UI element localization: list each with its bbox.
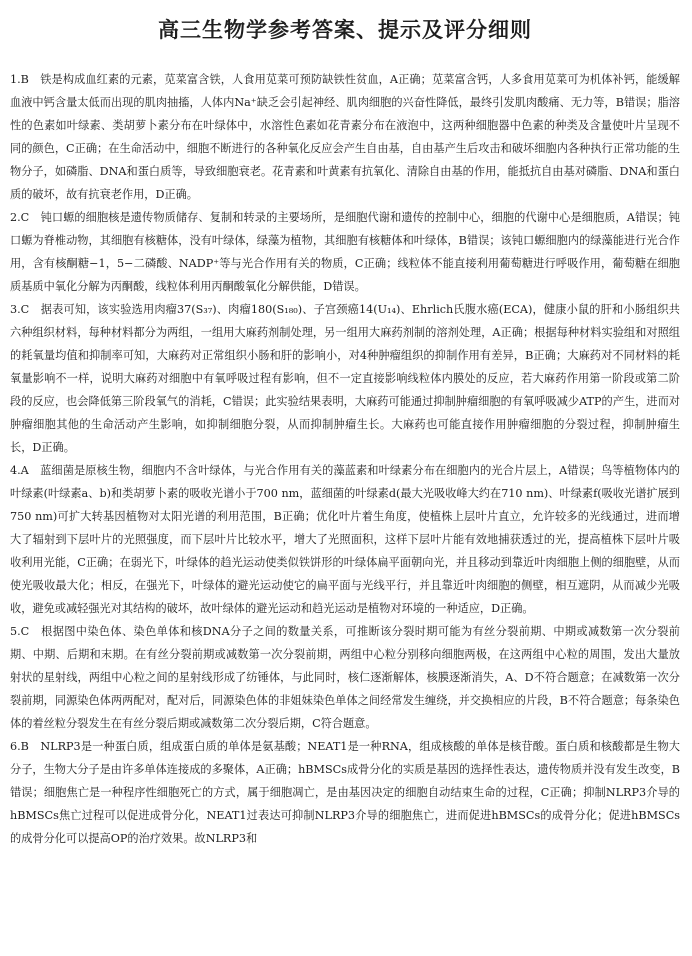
answer-item-6: 6.B NLRP3是一种蛋白质，组成蛋白质的单体是氨基酸；NEAT1是一种RNA，组成核酸的单体是核苷酸。蛋白质和核酸都是生物大分子，生物大分子是由许多单体连接成的多聚体，A正确；hBMSCs成骨分化的实质是基因的选择性表达，遗传物质并没有发生改变，B错误；细胞焦亡是一种程序性细胞死亡的方式，属于细胞凋亡，是由基因决定的细胞自动结束生命的过程，C正确；抑制NLRP3介导的hBMSCs焦亡过程可以促进成骨分化，NEAT1过表达可抑制NLRP3介导的细胞焦亡，进而促进hBMSCs的成骨分化；促进hBMSCs的成骨分化可以提高OP的治疗效果。故NLRP3和 xyxy=(10,740,680,845)
answer-item-3: 3.C 据表可知，该实验选用肉瘤37(S₃₇)、肉瘤180(S₁₈₀)、子宫颈癌14(U₁₄)、Ehrlich氏腹水癌(ECA)，健康小鼠的肝和小肠组织共六种组织材料，每种材料都分为两组，一组用大麻药剂制处理，另一组用大麻药剂制的溶剂处理，A正确；根据每种材料实验组和对照组的耗氧量均值和抑制率可知，大麻药对正常组织小肠和肝的影响小，对4种肿瘤组织的抑制作用有差异，B正确；大麻药对不同材料的耗氧量影响不一样，说明大麻药对细胞中有氧呼吸过程有影响，但不一定直接影响线粒体内膜处的反应，若大麻药作用第一阶段或第二阶段的反应，也会降低第三阶段氧气的消耗，C错误；此实验结果表明，大麻药可能通过抑制肿瘤细胞的有氧呼吸减少ATP的产生，进而对肿瘤细胞其他的生命活动产生影响，如抑制细胞分裂，从而抑制肿瘤生长。大麻药也可能直接作用肿瘤细胞的分裂过程，抑制肿瘤生长，D正确。 xyxy=(10,303,680,454)
document-title: 高三生物学参考答案、提示及评分细则 xyxy=(158,17,532,42)
answer-item-2: 2.C 钝口螈的细胞核是遗传物质储存、复制和转录的主要场所，是细胞代谢和遗传的控制中心，细胞的代谢中心是细胞质，A错误；钝口螈为脊椎动物，其细胞有核糖体，没有叶绿体，绿藻为植物，其细胞有核糖体和叶绿体，B错误；该钝口螈细胞内的绿藻能进行光合作用，含有核酮糖−1，5−二磷酸、NADP⁺等与光合作用有关的物质，C正确；线粒体不能直接利用葡萄糖进行呼吸作用，葡萄糖在细胞质基质中氧化分解为丙酮酸，线粒体利用丙酮酸氧化分解供能，D错误。 xyxy=(10,211,680,293)
answer-item-4: 4.A 蓝细菌是原核生物，细胞内不含叶绿体，与光合作用有关的藻蓝素和叶绿素分布在细胞内的光合片层上，A错误；鸟等植物体内的叶绿素(叶绿素a、b)和类胡萝卜素的吸收光谱小于700 nm，蓝细菌的叶绿素d(最大光吸收峰大约在710 nm)、叶绿素f(吸收光谱扩展到750 nm)可扩大转基因植物对太阳光谱的利用范围，B正确；优化叶片着生角度，使植株上层叶片直立，允许较多的光线通过，进而增大了辐射到下层叶片的光照强度，而下层叶片比较水平，增大了光照面积，这样下层叶片能有效地捕获透过的光，提高植株下层叶片吸收利用光能，C正确；在弱光下，叶绿体的趋光运动使类似铁饼形的叶绿体扁平面朝向光，并且移动到靠近叶肉细胞上侧的细胞壁，从而使光吸收最大化；相反，在强光下，叶绿体的避光运动使它的扁平面与光线平行，并且靠近叶肉细胞的侧壁，相互遮阴，从而减少光吸收，避免或减轻强光对其结构的破坏，故叶绿体的避光运动和趋光运动是植物对环境的一种适应，D正确。 xyxy=(10,464,680,615)
answer-item-1: 1.B 铁是构成血红素的元素，苋菜富含铁，人食用苋菜可预防缺铁性贫血，A正确；苋菜富含钙，人多食用苋菜可为机体补钙，能缓解血液中钙含量太低而出现的肌肉抽搐，人体内Na⁺缺乏会引起神经、肌肉细胞的兴奋性降低，最终引发肌肉酸痛、无力等，B错误；脂溶性的色素如叶绿素、类胡萝卜素分布在叶绿体中，水溶性色素如花青素分布在液泡中，这两种细胞器中色素的种类及含量使叶片呈现不同的颜色，C正确；在生命活动中，细胞不断进行的各种氧化反应会产生自由基，自由基产生后攻击和破坏细胞内各种执行正常功能的生物分子，如磷脂、DNA和蛋白质等，导致细胞衰老。花青素和叶黄素有抗氧化、清除自由基的作用，能抵抗自由基对磷脂、DNA和蛋白质的破坏，故有抗衰老作用，D正确。 xyxy=(10,73,680,201)
answer-item-5: 5.C 根据图中染色体、染色单体和核DNA分子之间的数量关系，可推断该分裂时期可能为有丝分裂前期、中期或减数第一次分裂前期、中期、后期和末期。在有丝分裂前期或减数第一次分裂前期，两组中心粒分别移向细胞两极，在这两组中心粒的周围，发出大量放射状的星射线，两组中心粒之间的星射线形成了纺锤体，与此同时，核仁逐渐解体，核膜逐渐消失，A、D不符合题意；在减数第一次分裂前期，同源染色体两两配对，配对后，同源染色体的非姐妹染色单体之间经常发生缠绕，并交换相应的片段，B不符合题意；每条染色体的着丝粒分裂发生在有丝分裂后期或减数第二次分裂后期，C符合题意。 xyxy=(10,625,680,730)
